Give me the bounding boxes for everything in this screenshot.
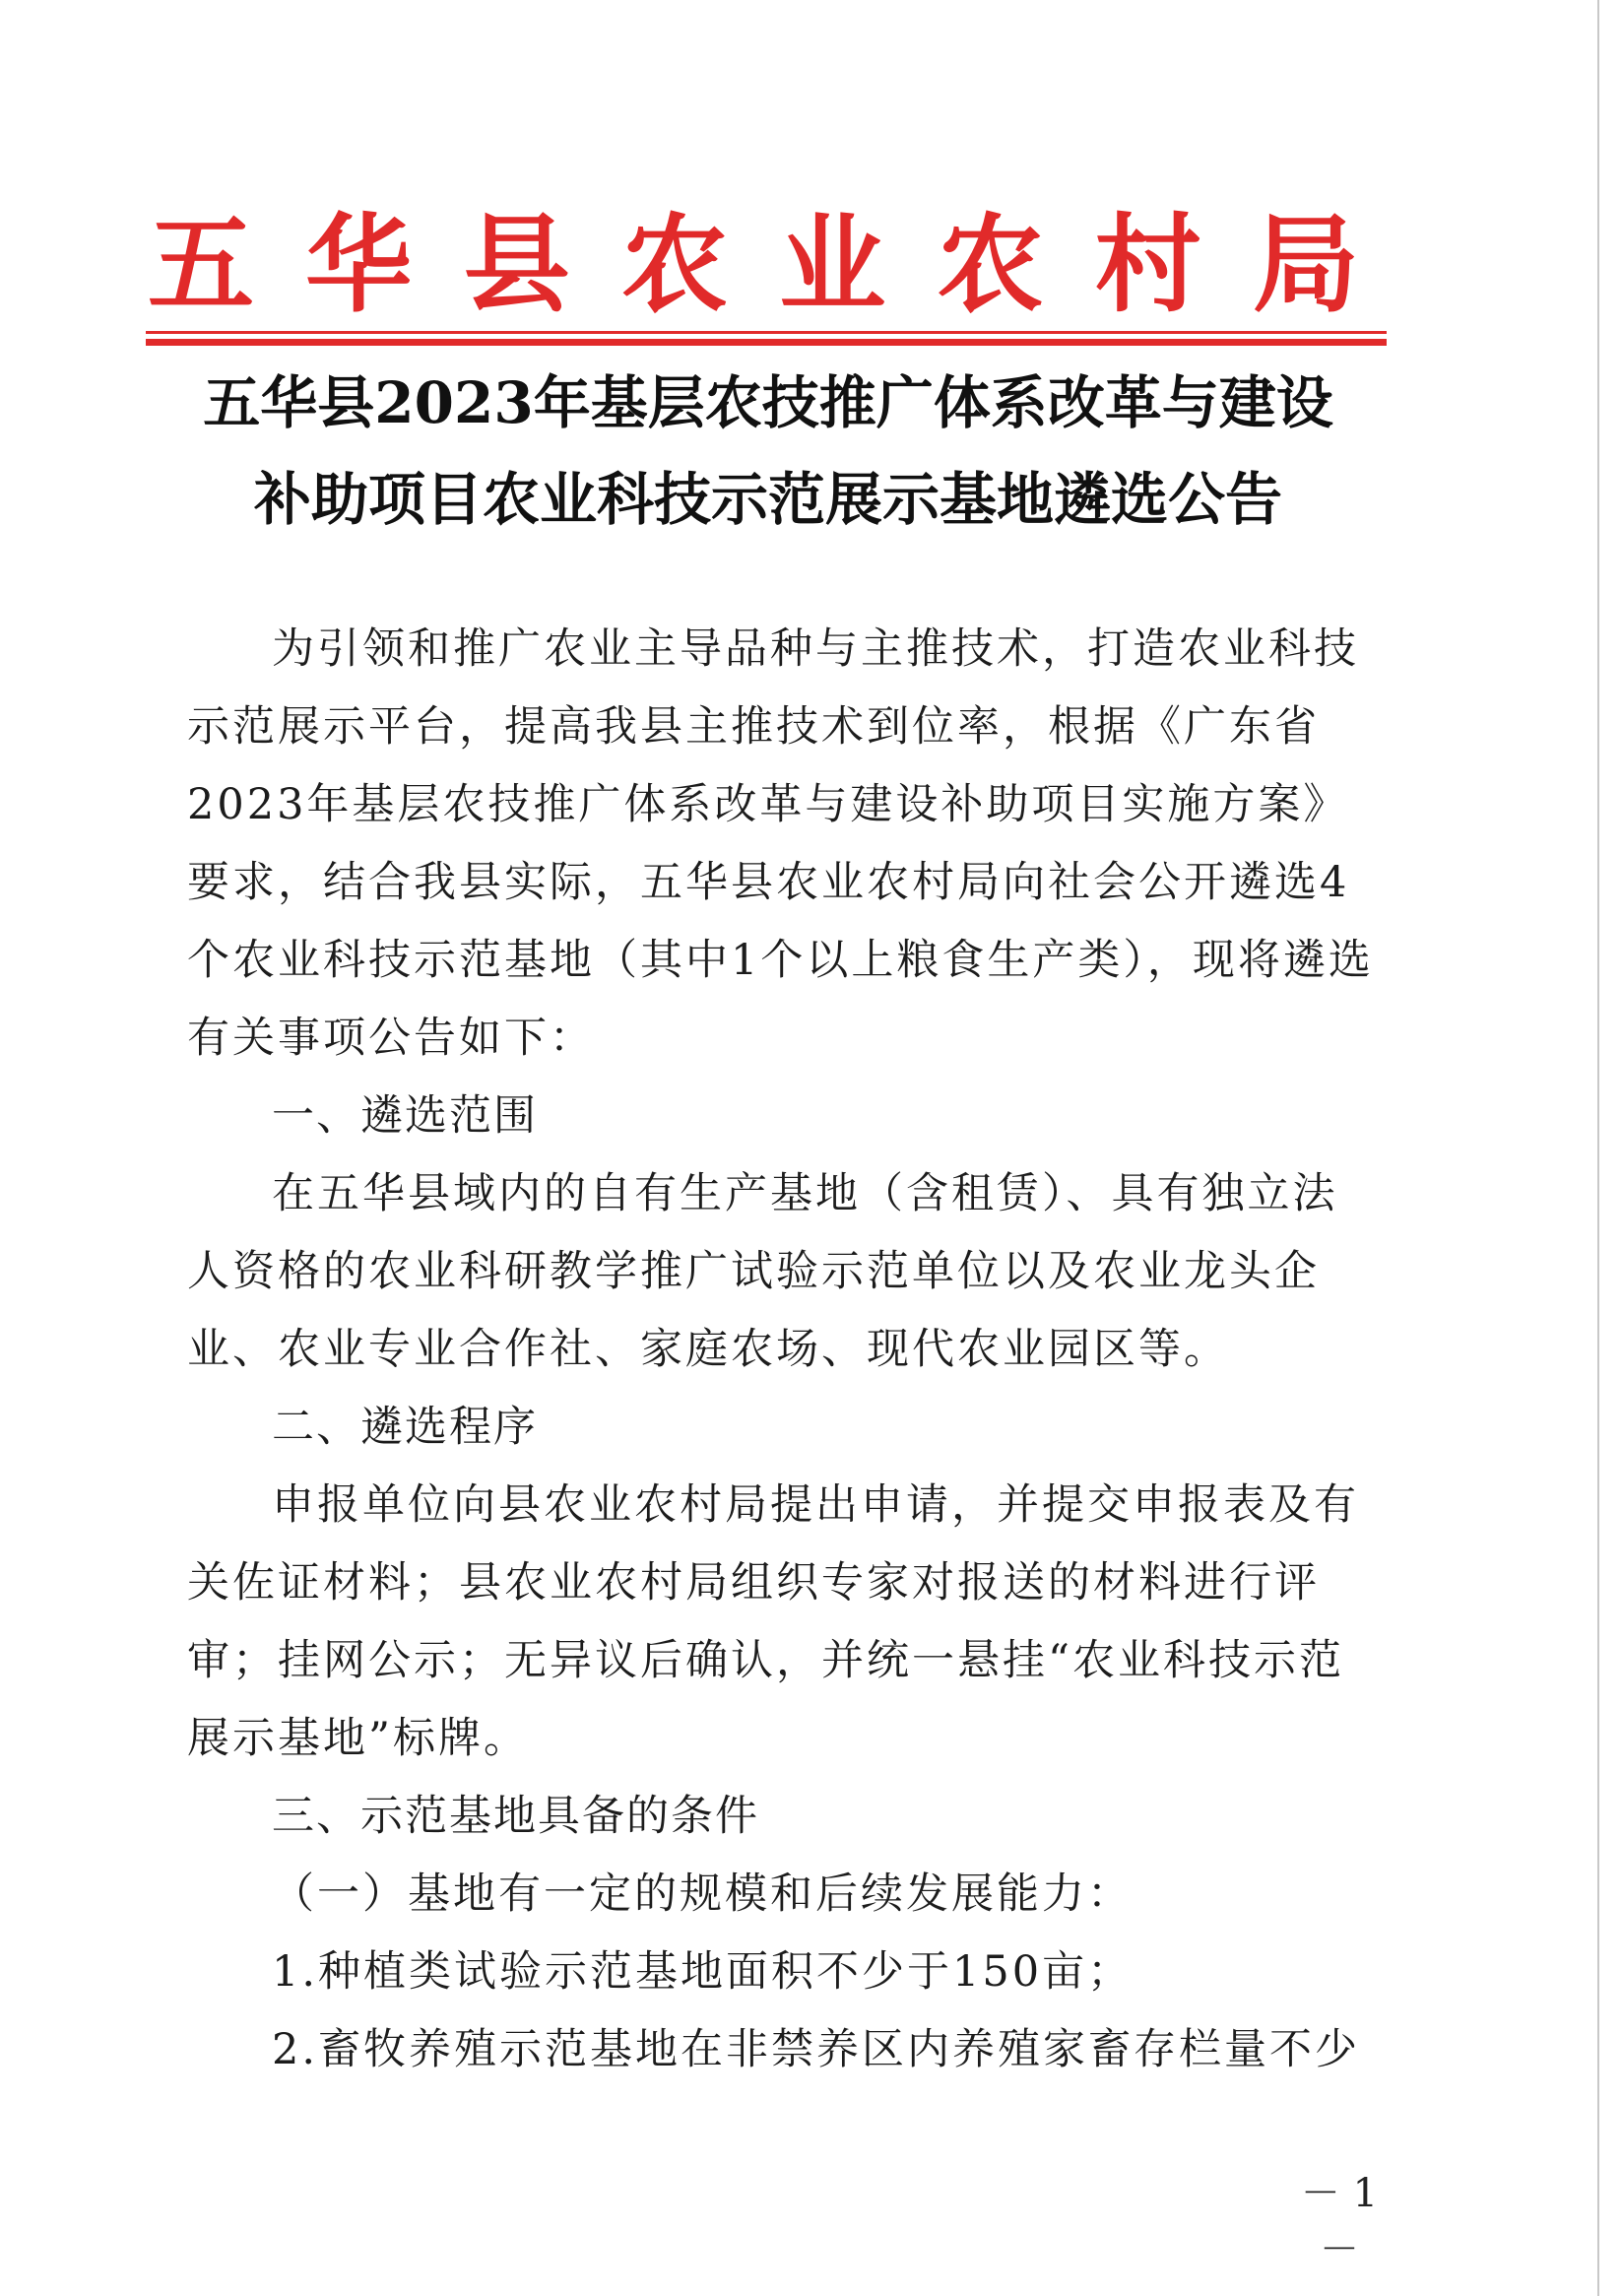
letterhead-char: 村 [1094, 204, 1201, 327]
condition-item-2: 2.畜牧养殖示范基地在非禁养区内养殖家畜存栏量不少 [272, 2025, 1361, 2074]
letterhead-char: 五 [148, 204, 255, 327]
letterhead-divider-thin [146, 331, 1387, 334]
letterhead-char: 县 [463, 204, 570, 327]
section-heading-conditions: 三、示范基地具备的条件 [272, 1792, 759, 1841]
title-line-2: 补助项目农业科技示范展示基地遴选公告 [253, 466, 1282, 533]
letterhead-char: 农 [620, 204, 728, 327]
intro-paragraph: 为引领和推广农业主导品种与主推技术，打造农业科技示范展示平台，提高我县主推技术到位率，根据《广东省2023年基层农技推广体系改革与建设补助项目实施方案》要求，结合我县实际，五华县农业农村局向社会公开遴选4个农业科技示范基地（其中1个以上粮食生产类），现将遴选有关事项公告如下： [187, 624, 1374, 1063]
letterhead-char: 局 [1252, 204, 1359, 327]
title-line-1: 五华县2023年基层农技推广体系改革与建设 [203, 369, 1333, 436]
letterhead-divider-thick [146, 339, 1387, 346]
scan-edge-line [1597, 0, 1599, 2296]
document-body [187, 611, 1379, 2089]
condition-item-1: 1.种植类试验示范基地面积不少于150亩； [272, 1947, 1134, 1997]
letterhead-char: 业 [779, 204, 886, 327]
letterhead-char: 农 [937, 204, 1044, 327]
section-procedure-paragraph: 申报单位向县农业农村局提出申请，并提交申报表及有关佐证材料；县农业农村局组织专家对报送的材料进行评审；挂网公示；无异议后确认，并统一悬挂“农业科技示范展示基地”标牌。 [187, 1480, 1359, 1763]
section-heading-scope: 一、遴选范围 [272, 1091, 538, 1141]
letterhead-title [148, 202, 1359, 330]
page-number: － 1 － [1300, 2171, 1379, 2272]
document-title [148, 355, 1389, 548]
subsection-heading: （一）基地有一定的规模和后续发展能力： [272, 1870, 1133, 1919]
letterhead-char: 华 [305, 204, 413, 327]
section-scope-paragraph: 在五华县域内的自有生产基地（含租赁）、具有独立法人资格的农业科研教学推广试验示范单位以及农业龙头企业、农业专业合作社、家庭农场、现代农业园区等。 [187, 1169, 1338, 1374]
section-heading-procedure: 二、遴选程序 [272, 1403, 538, 1452]
